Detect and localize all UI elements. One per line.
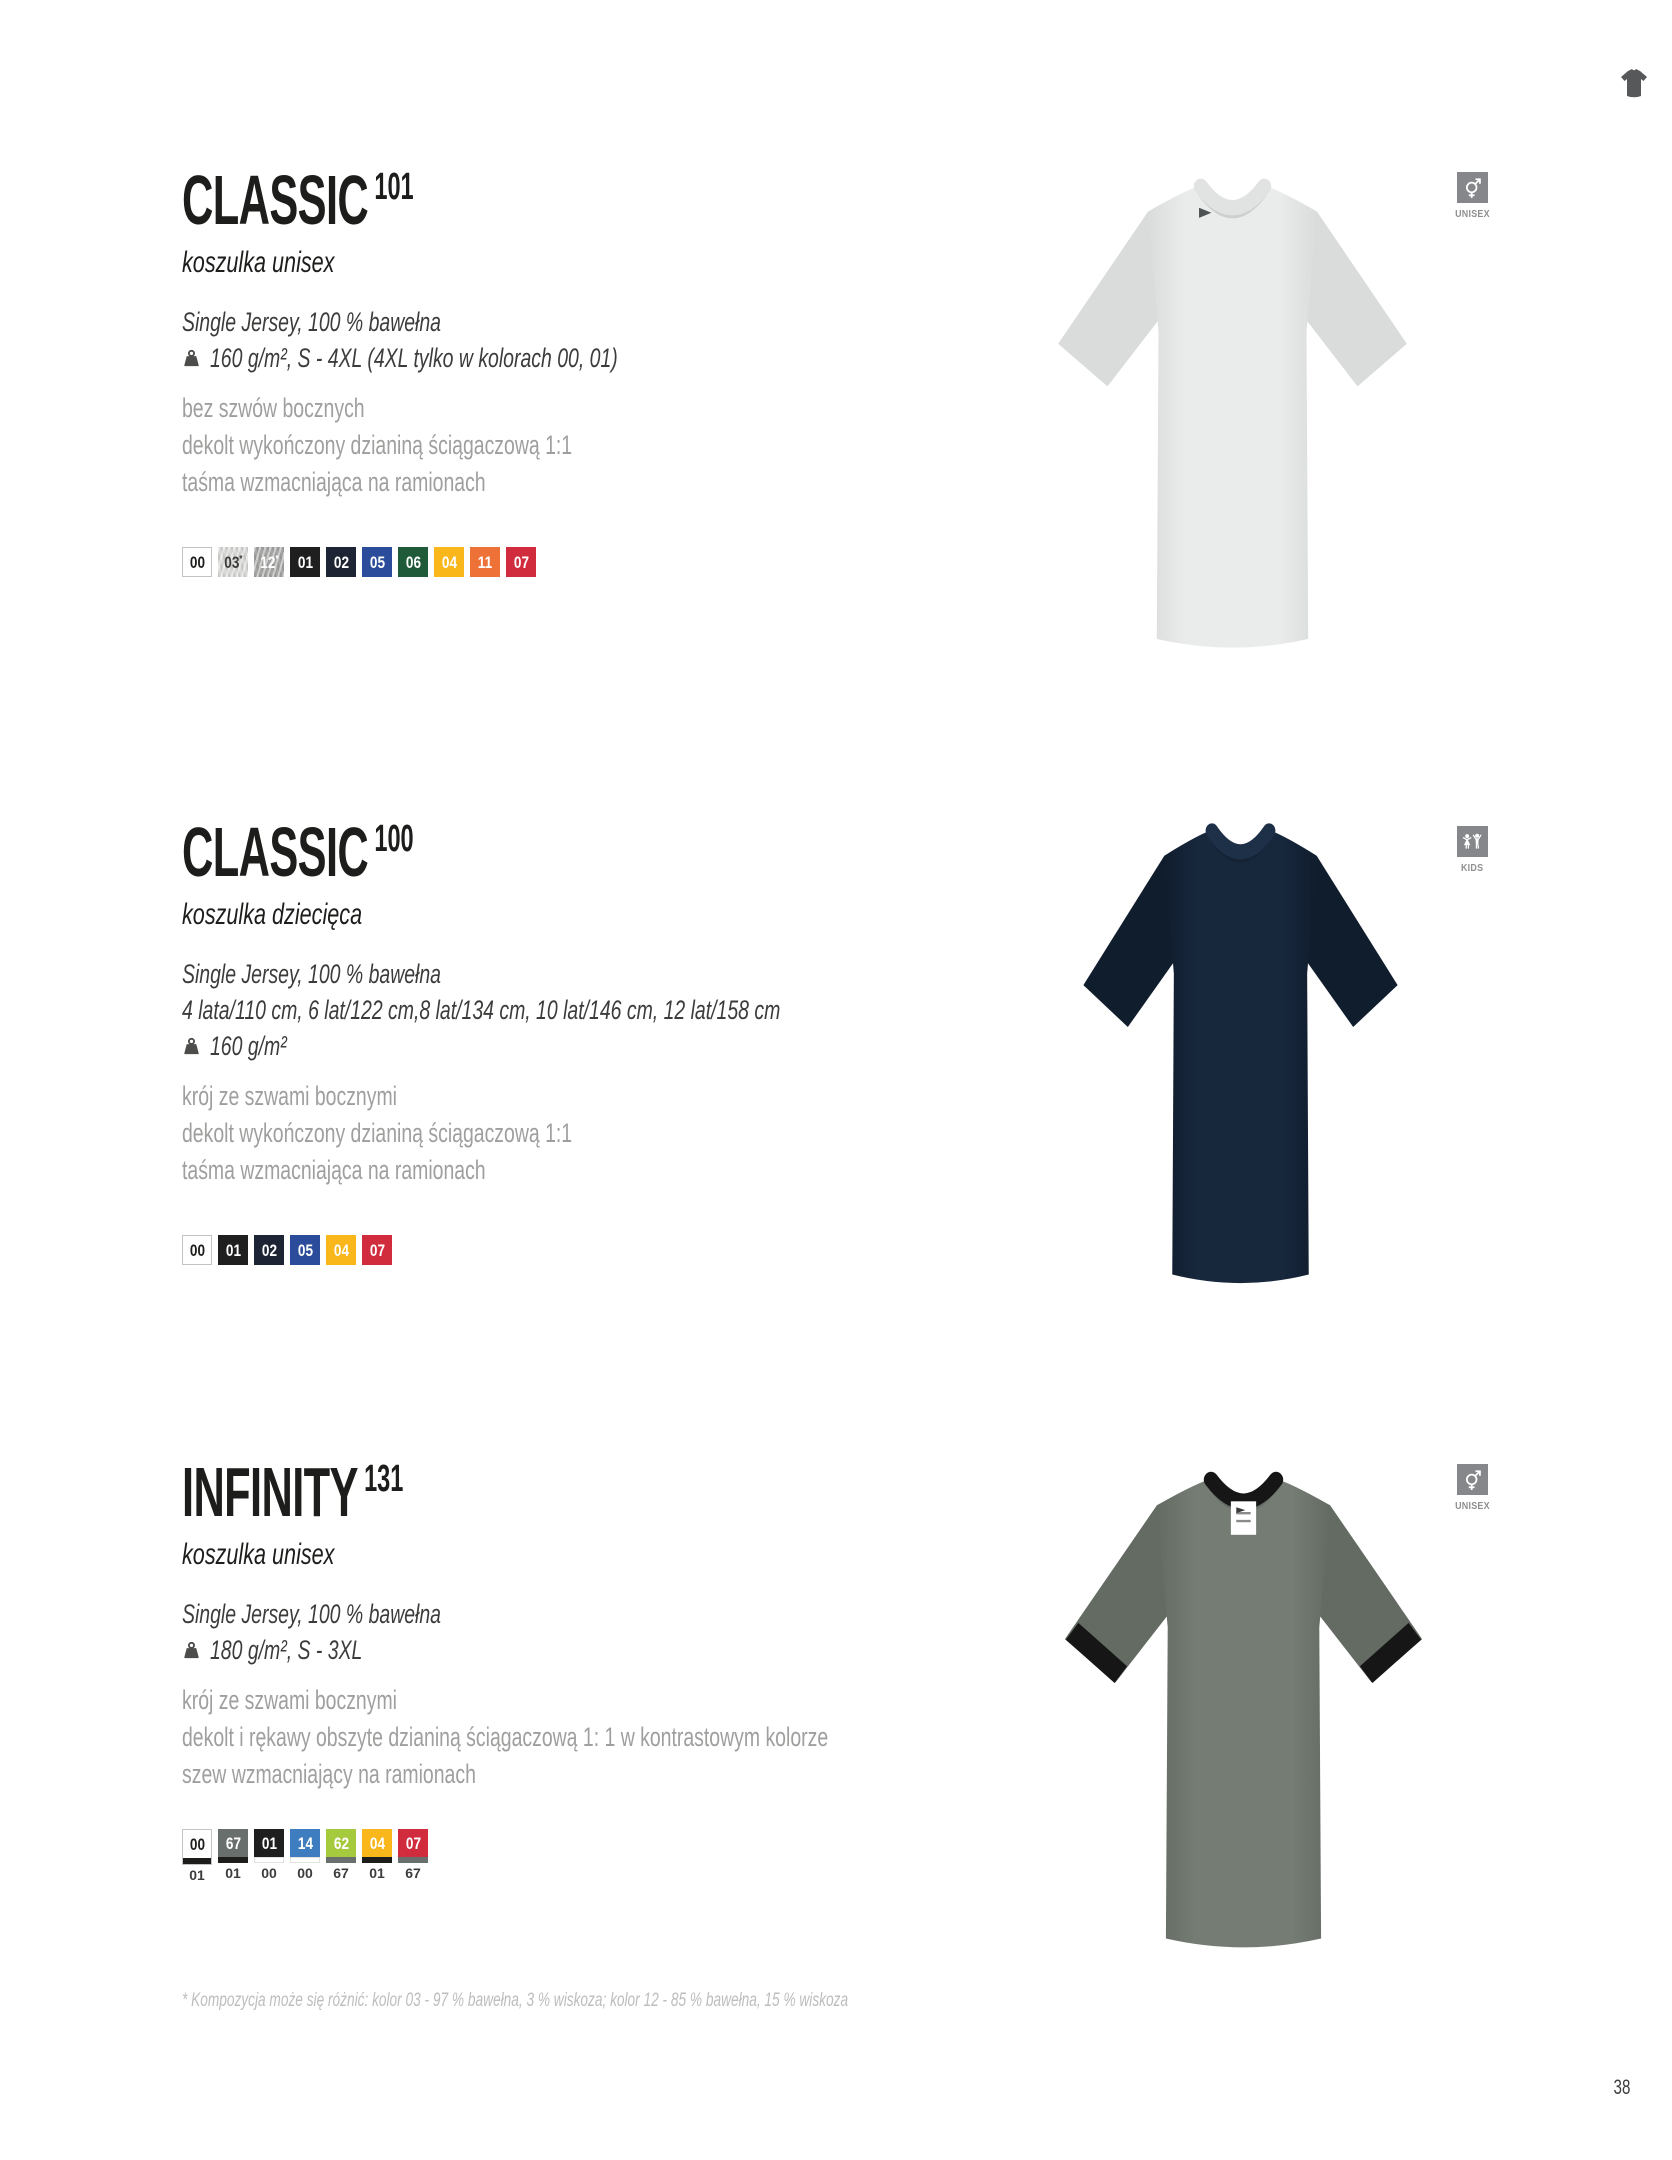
contrast-stripe: [362, 1857, 392, 1863]
product-code: 131: [364, 1458, 404, 1500]
swatch-row: [182, 1235, 1082, 1265]
feature-line: taśma wzmacniająca na ramionach: [182, 467, 486, 497]
color-swatch-04: 04: [434, 547, 464, 577]
feature-line: dekolt wykończony dzianiną ściągaczową 1:1: [182, 430, 573, 460]
color-swatch-12: 12*: [254, 547, 284, 577]
color-swatch-04: 04 01: [362, 1829, 392, 1880]
product-subtitle: koszulka unisex: [182, 1538, 335, 1571]
material-line: Single Jersey, 100 % bawełna: [182, 959, 441, 989]
product-title: [182, 161, 1082, 242]
tshirt-icon: [1618, 66, 1650, 102]
feature-line: bez szwów bocznych: [182, 393, 365, 423]
color-swatch-07: 07: [506, 547, 536, 577]
material-line: Single Jersey, 100 % bawełna: [182, 1599, 441, 1629]
unisex-icon: [1457, 1464, 1488, 1495]
tshirt-image-classic-101: [1030, 165, 1435, 670]
feature-line: krój ze szwami bocznymi: [182, 1685, 397, 1715]
kids-icon: [1457, 826, 1488, 857]
badge-label: UNISEX: [1454, 208, 1490, 220]
footnote: * Kompozycja może się różnić: kolor 03 - 97 % bawełna, 3 % wiskoza; kolor 12 - 85 % bawełna, 15 % wiskoza: [182, 1990, 849, 2011]
product-name: CLASSIC: [182, 813, 369, 891]
contrast-stripe: [254, 1857, 284, 1863]
color-swatch-67: 67 01: [218, 1829, 248, 1880]
contrast-stripe: [218, 1857, 248, 1863]
feature-list: [182, 1682, 1082, 1793]
contrast-stripe: [398, 1857, 428, 1863]
color-swatch-07: 07 67: [398, 1829, 428, 1880]
product-name: INFINITY: [182, 1453, 358, 1531]
product-title: [182, 813, 1082, 894]
swatch-subcode: 67: [405, 1865, 421, 1881]
swatch-subcode: 00: [261, 1865, 277, 1881]
swatch-subcode: 00: [297, 1865, 313, 1881]
badge-label: UNISEX: [1454, 1500, 1490, 1512]
product-code: 101: [374, 166, 414, 208]
swatch-subcode: 01: [369, 1865, 385, 1881]
weight-line: 160 g/m²: [182, 1028, 1082, 1064]
badge-unisex: [1439, 172, 1505, 220]
product-subtitle: koszulka unisex: [182, 246, 335, 279]
feature-line: dekolt wykończony dzianiną ściągaczową 1:1: [182, 1118, 573, 1148]
weight-icon: [182, 1641, 201, 1660]
swatch-row: [182, 547, 1082, 577]
color-swatch-11: 11: [470, 547, 500, 577]
sizes-line: 4 lata/110 cm, 6 lat/122 cm,8 lat/134 cm, 10 lat/146 cm, 12 lat/158 cm: [182, 995, 781, 1025]
color-swatch-01: 01: [218, 1235, 248, 1265]
product-section-classic-101: [182, 161, 1082, 577]
product-title: [182, 1453, 1082, 1534]
contrast-stripe: [290, 1857, 320, 1863]
color-swatch-06: 06: [398, 547, 428, 577]
material-block: [182, 956, 1082, 1064]
product-code: 100: [374, 818, 414, 860]
color-swatch-02: 02: [254, 1235, 284, 1265]
color-swatch-01: 01 00: [254, 1829, 284, 1880]
color-swatch-00: 00 01: [182, 1829, 212, 1882]
badge-label: KIDS: [1460, 862, 1484, 874]
product-name: CLASSIC: [182, 161, 369, 239]
color-swatch-14: 14 00: [290, 1829, 320, 1880]
feature-line: szew wzmacniający na ramionach: [182, 1759, 476, 1789]
weight-icon: [182, 349, 201, 368]
feature-list: [182, 1078, 1082, 1189]
material-block: [182, 1596, 1082, 1668]
tshirt-image-classic-100: [1058, 810, 1423, 1305]
product-subtitle: koszulka dziecięca: [182, 898, 363, 931]
feature-line: taśma wzmacniająca na ramionach: [182, 1155, 486, 1185]
tshirt-image-infinity-131: [1036, 1458, 1451, 1970]
swatch-subcode: 67: [333, 1865, 349, 1881]
weight-line: 160 g/m², S - 4XL (4XL tylko w kolorach 00, 01): [182, 340, 1082, 376]
contrast-stripe: [183, 1858, 211, 1864]
unisex-icon: [1457, 172, 1488, 203]
badge-kids: [1439, 826, 1505, 874]
swatch-subcode: 01: [225, 1865, 241, 1881]
color-swatch-05: 05: [362, 547, 392, 577]
feature-line: krój ze szwami bocznymi: [182, 1081, 397, 1111]
color-swatch-00: 00: [182, 1235, 212, 1265]
color-swatch-02: 02: [326, 547, 356, 577]
color-swatch-01: 01: [290, 547, 320, 577]
product-section-infinity-131: [182, 1453, 1082, 1883]
swatch-subcode: 01: [189, 1867, 205, 1883]
color-swatch-03: 03*: [218, 547, 248, 577]
feature-line: dekolt i rękawy obszyte dzianiną ściągaczową 1: 1 w kontrastowym kolorze: [182, 1722, 829, 1752]
weight-line: 180 g/m², S - 3XL: [182, 1632, 1082, 1668]
feature-list: [182, 390, 1082, 501]
weight-icon: [182, 1037, 201, 1056]
color-swatch-04: 04: [326, 1235, 356, 1265]
color-swatch-00: 00: [182, 547, 212, 577]
product-section-classic-100: [182, 813, 1082, 1265]
color-swatch-07: 07: [362, 1235, 392, 1265]
contrast-stripe: [326, 1857, 356, 1863]
swatch-row: [182, 1829, 1082, 1882]
page-number: 38: [1613, 2076, 1630, 2099]
color-swatch-62: 62 67: [326, 1829, 356, 1880]
material-line: Single Jersey, 100 % bawełna: [182, 307, 441, 337]
color-swatch-05: 05: [290, 1235, 320, 1265]
material-block: [182, 304, 1082, 376]
